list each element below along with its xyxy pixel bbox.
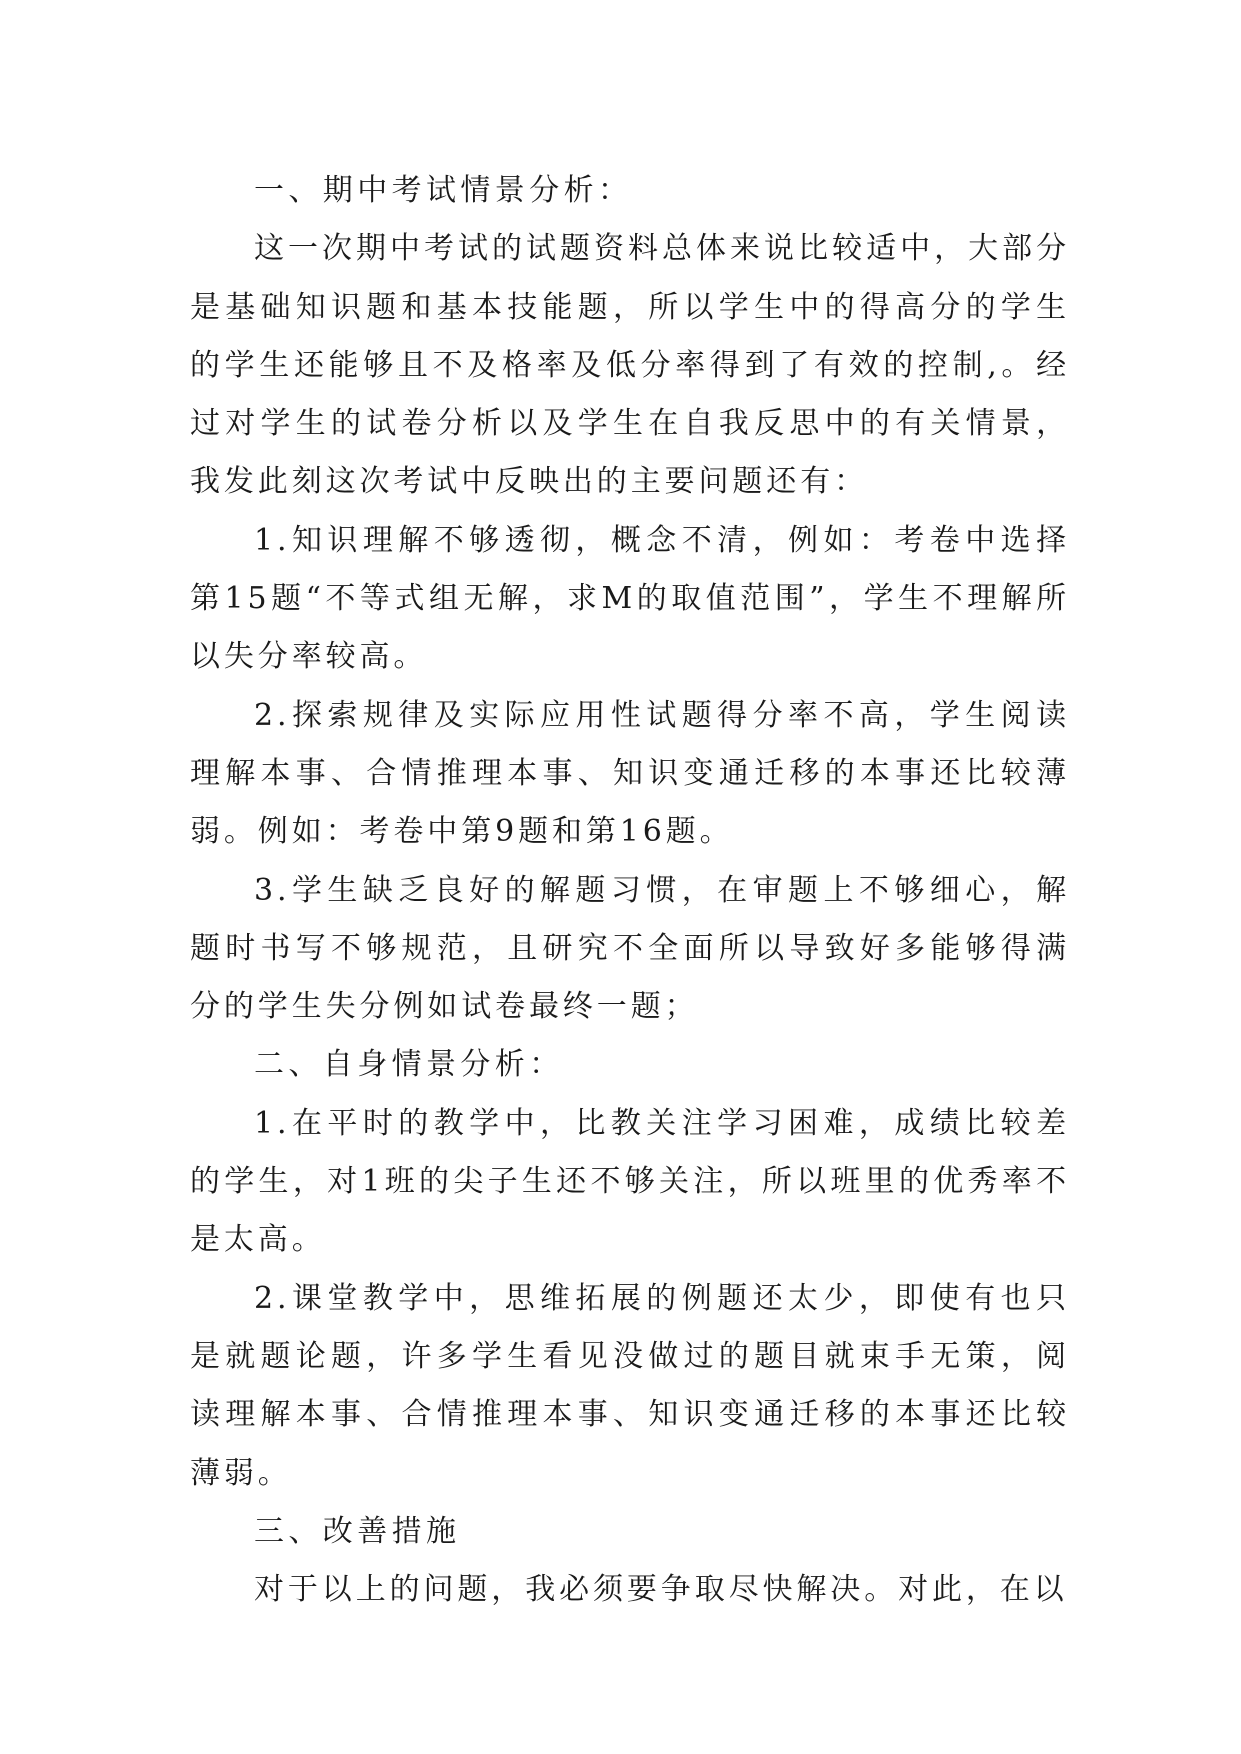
section-heading-self-analysis: 二、自身情景分析： [254,1047,564,1083]
document-page [190,162,1070,1619]
paragraph-improvement-intro: 对于以上的问题，我必须要争取尽快解决。对此，在以 [254,1572,1068,1608]
paragraph-self-1: 1.在平时的教学中，比教关注学习困难，成绩比较差的学生，对1班的尖子生还不够关注，所以班里的优秀率不是太高。 [190,1105,1070,1258]
paragraph-issue-3: 3.学生缺乏良好的解题习惯，在审题上不够细心，解题时书写不够规范，且研究不全面所以导致好多能够得满分的学生失分例如试卷最终一题； [190,872,1070,1025]
paragraph-exam-overview: 这一次期中考试的试题资料总体来说比较适中，大部分是基础知识题和基本技能题，所以学生中的得高分的学生的学生还能够且不及格率及低分率得到了有效的控制,。经过对学生的试卷分析以及学生在自我反思中的有关情景，我发此刻这次考试中反映出的主要问题还有： [190,231,1070,500]
paragraph-self-2: 2.课堂教学中，思维拓展的例题还太少，即使有也只是就题论题，许多学生看见没做过的题目就束手无策，阅读理解本事、合情推理本事、知识变通迁移的本事还比较薄弱。 [190,1280,1070,1491]
section-heading-improvement: 三、改善措施 [254,1513,461,1549]
paragraph-issue-1: 1.知识理解不够透彻，概念不清，例如：考卷中选择第15题“不等式组无解，求M的取值范围”，学生不理解所以失分率较高。 [190,522,1070,675]
paragraph-issue-2: 2.探索规律及实际应用性试题得分率不高，学生阅读理解本事、合情推理本事、知识变通迁移的本事还比较薄弱。例如：考卷中第9题和第16题。 [190,697,1070,850]
section-heading-exam-analysis: 一、期中考试情景分析： [254,173,633,208]
